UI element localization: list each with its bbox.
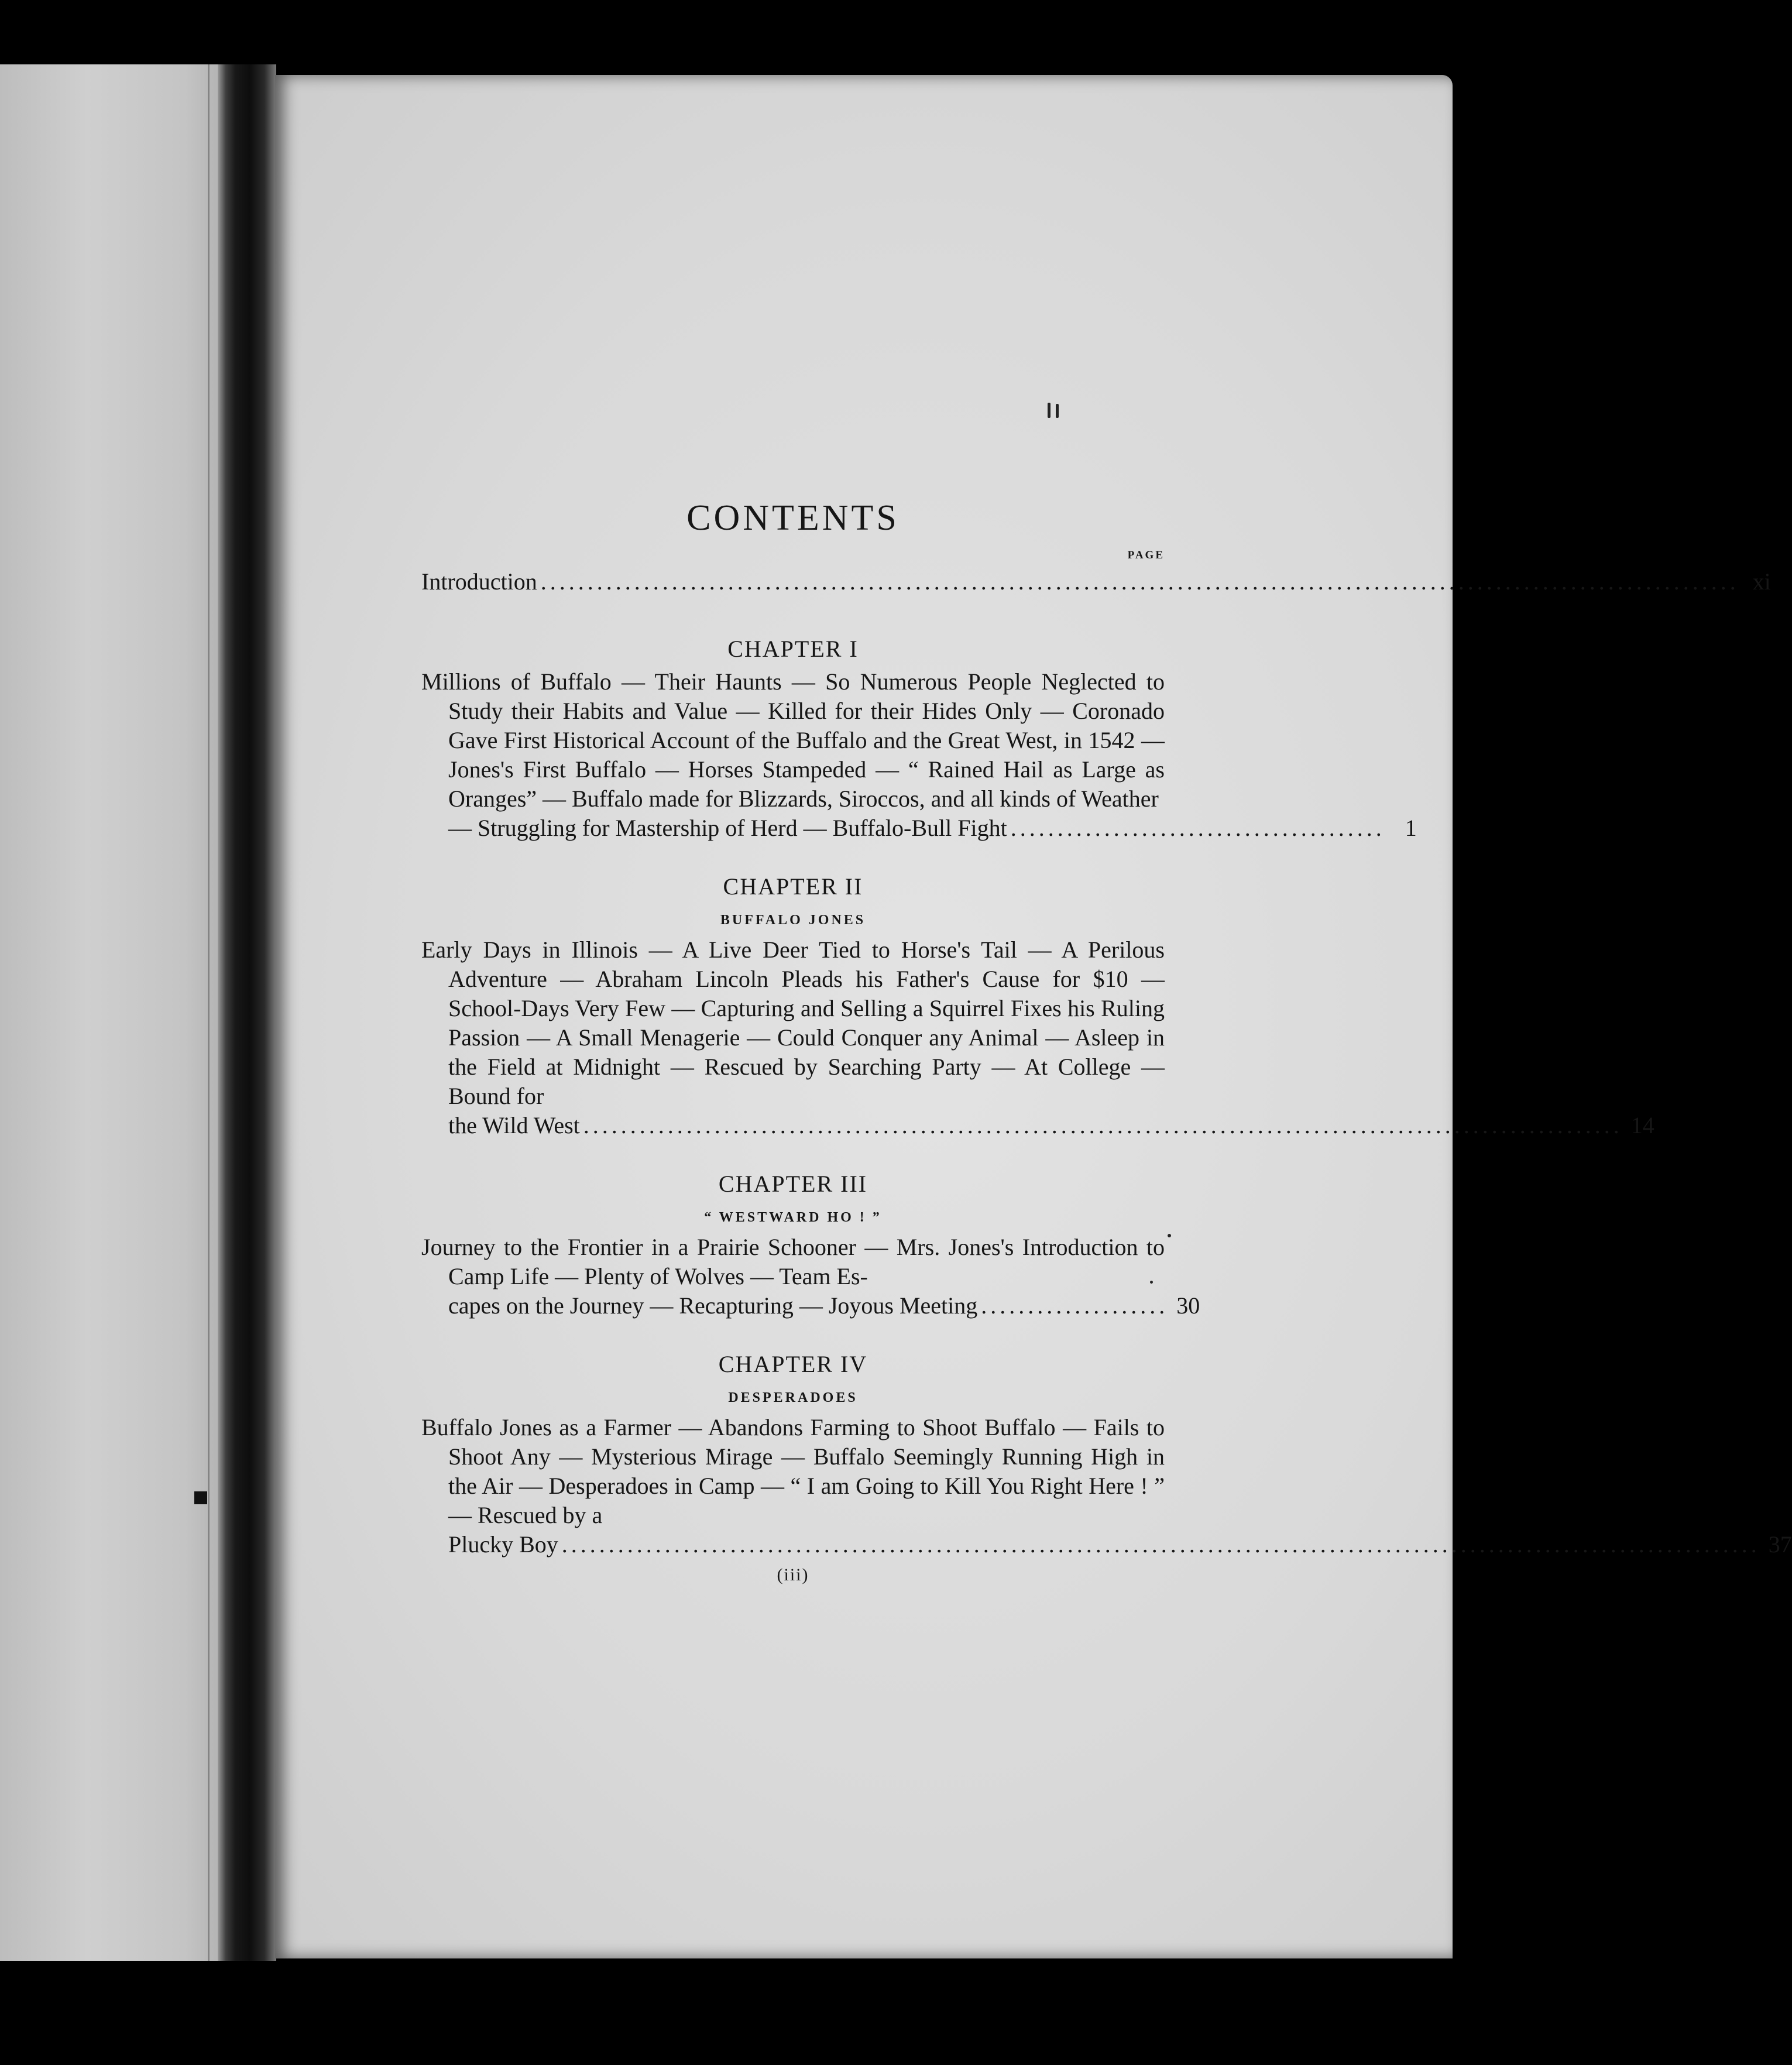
entry-page-number: 1	[1405, 815, 1417, 841]
chapter-heading: CHAPTER III	[718, 1171, 868, 1197]
chapter-summary	[421, 935, 1165, 1111]
page-title: CONTENTS	[686, 498, 900, 538]
summary-last-text: — Struggling for Mastership of Herd — Buffalo-Bull Fight	[448, 815, 1007, 841]
toc-entry-introduction[interactable]	[421, 564, 1771, 599]
page-edge-line	[208, 64, 210, 1961]
chapter-subtitle: DESPERADOES	[728, 1390, 858, 1405]
summary-last-text: capes on the Journey — Recapturing — Joyous Meeting	[448, 1292, 978, 1319]
chapter-summary	[421, 1233, 1165, 1291]
dot-leader: ........................................	[1010, 815, 1385, 841]
chapter-3-block[interactable]	[421, 1166, 1200, 1320]
scan-speck	[1056, 404, 1059, 418]
scan-speck	[1048, 403, 1051, 418]
summary-last-line	[421, 814, 1417, 843]
chapter-subtitle: BUFFALO JONES	[720, 913, 866, 928]
summary-last-text: the Wild West	[448, 1112, 580, 1138]
table-of-contents	[421, 493, 1792, 1585]
summary-last-line	[421, 1530, 1792, 1559]
summary-last-text: Plucky Boy	[448, 1531, 558, 1558]
dot-leader: ................................................................................................................................	[540, 568, 1739, 595]
chapter-summary	[421, 1413, 1165, 1530]
chapter-summary	[421, 667, 1165, 814]
summary-text: Buffalo Jones as a Farmer — Abandons Farming to Shoot Buffalo — Fails to Shoot Any — Mysterious Mirage — Buffalo Seemingly Running High in the Air — Desperadoes in Camp — “ I am Going to Kill You Right Here ! ” — Rescued by a	[421, 1414, 1165, 1528]
dot-leader: ...............................................................................................................	[583, 1112, 1623, 1138]
chapter-heading: CHAPTER II	[723, 873, 863, 900]
summary-last-line	[421, 1291, 1200, 1320]
entry-page-number: 30	[1176, 1292, 1200, 1319]
left-facing-page	[0, 64, 218, 1961]
entry-page-number: 37	[1768, 1531, 1792, 1558]
binding-mark	[194, 1491, 207, 1504]
chapter-subtitle: “ WESTWARD HO ! ”	[704, 1210, 882, 1225]
scan-speck	[1168, 1234, 1171, 1237]
dot-leader: ................................................................................................................................	[561, 1531, 1760, 1558]
entry-page-number: xi	[1752, 568, 1771, 595]
summary-last-line	[421, 1111, 1654, 1140]
chapter-4-block[interactable]	[421, 1346, 1792, 1559]
chapter-heading: CHAPTER IV	[718, 1351, 868, 1377]
chapter-2-block[interactable]	[421, 869, 1654, 1140]
page-column-heading: PAGE	[1127, 549, 1165, 561]
book-gutter	[218, 64, 276, 1961]
summary-text: Journey to the Frontier in a Prairie Schooner — Mrs. Jones's Introduction to Camp Life — Plenty of Wolves — Team Es-	[421, 1234, 1165, 1289]
entry-label: Introduction	[421, 568, 537, 595]
summary-text: Millions of Buffalo — Their Haunts — So Numerous People Neglected to Study their Habits and Value — Killed for their Hides Only — Coronado Gave First Historical Account of the Buffalo and the Great West, in 1542 — Jones's First Buffalo — Horses Stampeded — “ Rained Hail as Large as Oranges” — Buffalo made for Blizzards, Siroccos, and all kinds of Weather	[421, 668, 1165, 812]
entry-page-number: 14	[1630, 1112, 1654, 1138]
dot-leader: ....................	[981, 1292, 1169, 1319]
chapter-1-block[interactable]	[421, 631, 1417, 843]
summary-text: Early Days in Illinois — A Live Deer Tied to Horse's Tail — A Perilous Adventure — Abraham Lincoln Pleads his Father's Cause for $10 — School-Days Very Few — Capturing and Selling a Squirrel Fixes his Ruling Passion — A Small Menagerie — Could Conquer any Animal — Asleep in the Field at Midnight — Rescued by Searching Party — At College — Bound for	[421, 937, 1165, 1109]
page-folio: (iii)	[777, 1565, 809, 1584]
chapter-heading: CHAPTER I	[727, 636, 859, 662]
